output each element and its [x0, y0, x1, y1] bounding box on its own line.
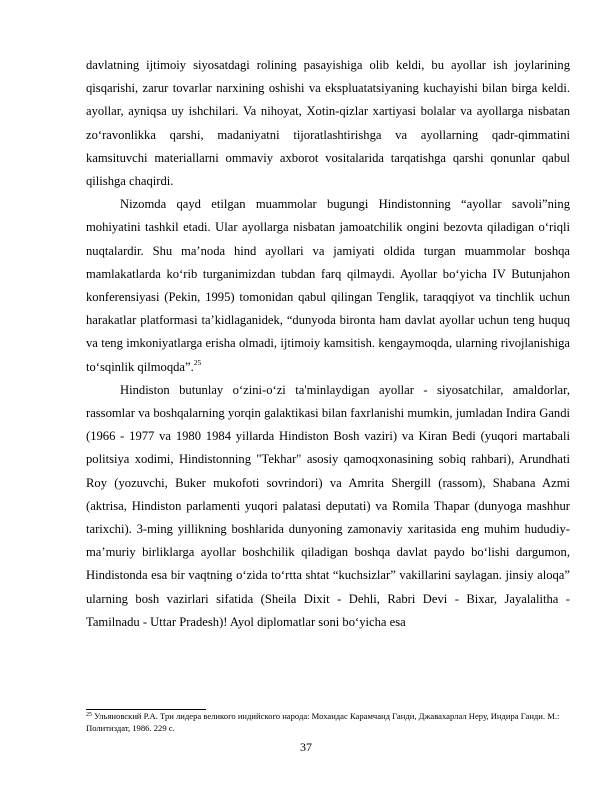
footnote-reference[interactable]: 25	[193, 357, 202, 367]
footnote-divider	[86, 709, 206, 710]
footnote-number: 25	[86, 712, 92, 718]
footnote-text: Ульяновский Р.А. Три лидера великого индийского народа: Мохандас Карамчанд Ганди, Джавахарлал Неру, Индира Ганди. М.: Политиздат, 1986. 229 с.	[86, 711, 560, 733]
paragraph-text: davlatning ijtimoiy siyosatdagi rolining pasayishiga olib keldi, bu ayollar ish joylarining qisqarishi, zarur tovarlar narxining oshishi va ekspluatatsiyaning kuchayishi bilan birga keldi. ayollar, ayniqsa uy ishchilari. Va nihoyat, Xotin-qizlar xartiyasi bolalar va ayollarga nisbatan zo‘ravonlikka qarshi, madaniyatni tijoratlashtirishga va ayollarning qadr-qimmatini kamsituvchi materiallarni ommaviy axborot vositalarida tarqatishga qarshi qonunlar qabul qilishga chaqirdi.	[86, 58, 570, 189]
body-paragraph	[86, 193, 570, 379]
footnote	[86, 711, 570, 734]
body-paragraph	[86, 54, 570, 193]
body-paragraph	[86, 379, 570, 634]
page-body	[86, 54, 570, 634]
paragraph-text: Nizomda qayd etilgan muammolar bugungi Hindistonning “ayollar savoli”ning mohiyatini tashkil etadi. Ular ayollarga nisbatan jamoatchilik ongini bezovta qiladigan o‘riqli nuqtalardir. Shu ma’noda hind ayollari va jamiyati oldida turgan muammolar boshqa mamlakatlarda ko‘rib turganimizdan tubdan farq qilmaydi. Ayollar bo‘yicha IV Butunjahon konferensiyasi (Pekin, 1995) tomonidan qabul qilingan Tenglik, taraqqiyot va tinchlik uchun harakatlar platformasi ta’kidlaganidek, “dunyoda bironta ham davlat ayollar uchun teng huquq va teng imkoniyatlarga erisha olmadi, ijtimoiy kamsitish. kengaymoqda, ularning rivojlanishiga to‘sqinlik qilmoqda”.	[86, 197, 570, 374]
paragraph-text: Hindiston butunlay o‘zini-o‘zi ta'minlaydigan ayollar - siyosatchilar, amaldorlar, rassomlar va boshqalarning yorqin galaktikasi bilan faxrlanishi mumkin, jumladan Indira Gandi (1966 - 1977 va 1980 1984 yillarda Hindiston Bosh vaziri) va Kiran Bedi (yuqori martabali politsiya xodimi, Hindistonning "Tekhar" asosiy qamoqxonasining sobiq rahbari), Arundhati Roy (yozuvchi, Buker mukofoti sovrindori) va Amrita Shergill (rassom), Shabana Azmi (aktrisa, Hindiston parlamenti yuqori palatasi deputati) va Romila Thapar (dunyoga mashhur tarixchi). 3-ming yillikning boshlarida dunyoning zamonaviy xaritasida eng muhim hududiy-maʼmuriy birliklarga ayollar boshchilik qiladigan boshqa davlat paydo bo‘lishi dargumon, Hindistonda esa bir vaqtning oʻzida toʻrtta shtat “kuchsizlar” vakillarini saylagan. jinsiy aloqa” ularning bosh vazirlari sifatida (Sheila Dixit - Dehli, Rabri Devi - Bixar, Jayalalitha - Tamilnadu - Uttar Pradesh)! Ayol diplomatlar soni bo‘yicha esa	[86, 382, 570, 629]
page-number: 37	[300, 740, 312, 754]
